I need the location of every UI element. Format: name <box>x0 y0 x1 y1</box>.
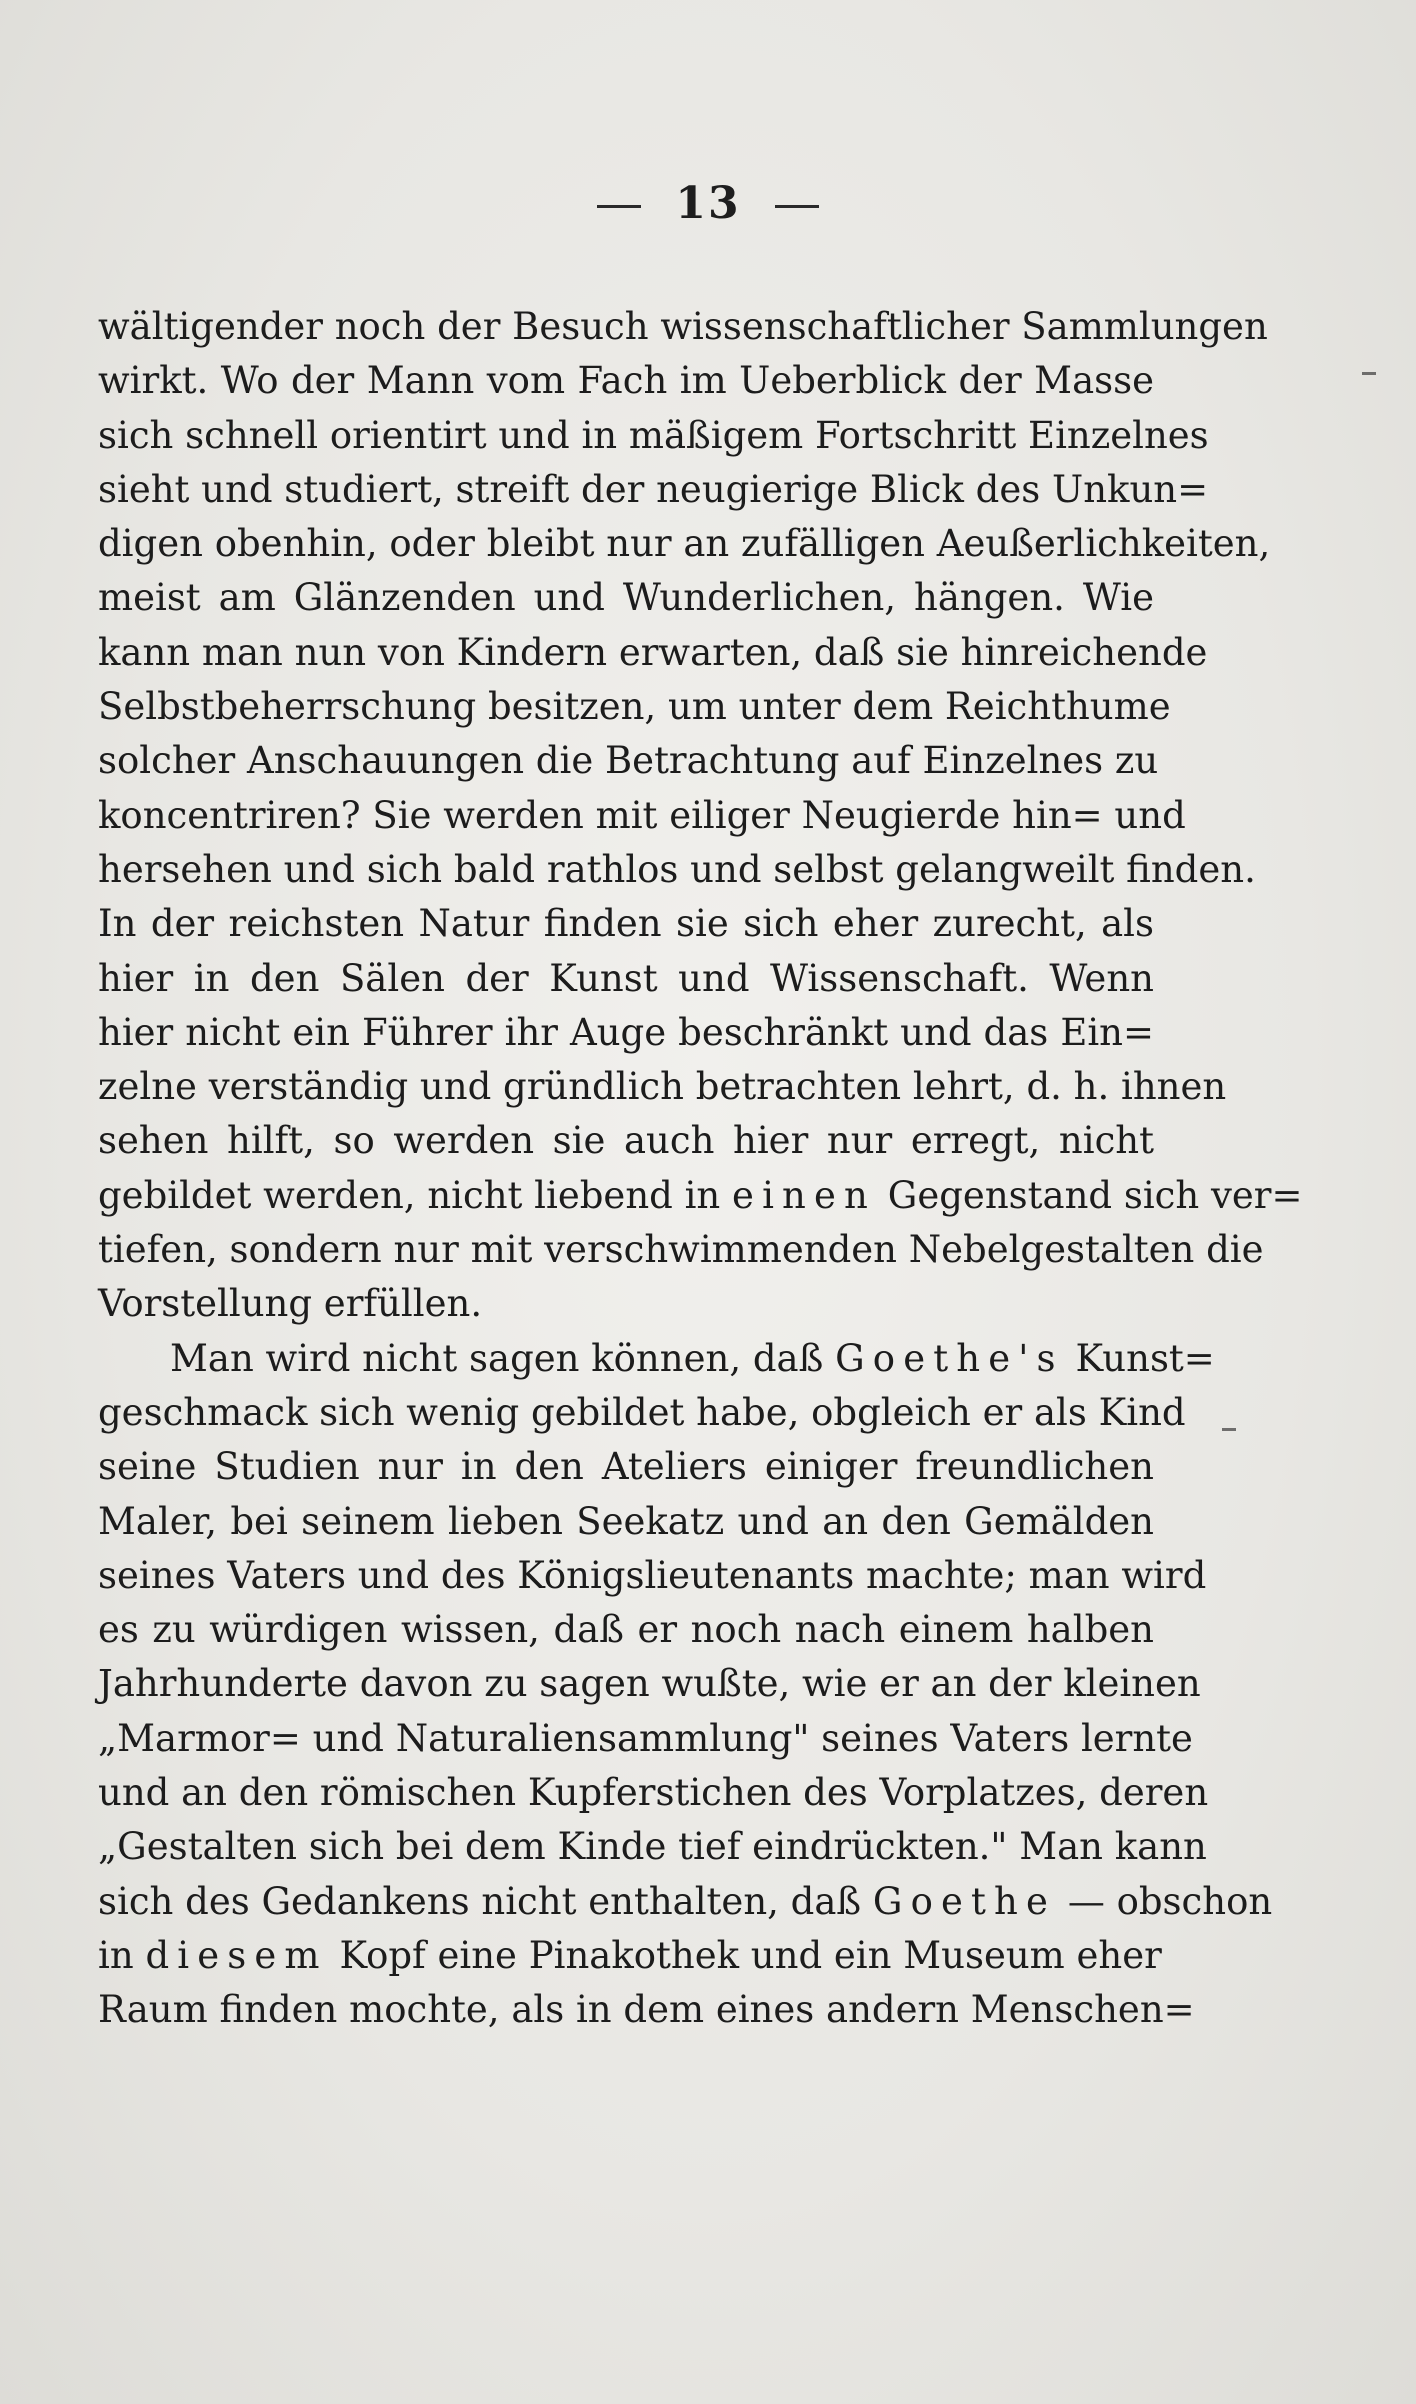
text-line: sich schnell orientirt und in mäßigem Fortschritt Einzelnes <box>98 413 1209 457</box>
text-line <box>98 1875 1273 1929</box>
text-line: kann man nun von Kindern erwarten, daß sie hinreichende <box>98 630 1208 674</box>
body-text <box>98 300 1303 2038</box>
text-line: wirkt. Wo der Mann vom Fach im Ueberblick der Masse <box>98 359 1154 403</box>
text-line: digen obenhin, oder bleibt nur an zufälligen Aeußerlichkeiten, <box>98 522 1271 566</box>
text-line: sehen hilft, so werden sie auch hier nur erregt, nicht <box>98 1119 1154 1163</box>
text-line: „Marmor= und Naturaliensammlung" seines Vaters lernte <box>98 1716 1193 1760</box>
text-line: sieht und studiert, streift der neugierige Blick des Unkun= <box>98 467 1209 511</box>
emphasized-word: Goethe's <box>835 1336 1064 1380</box>
page-header <box>0 178 1416 229</box>
header-dash-left <box>597 205 641 208</box>
text-segment: gebildet werden, nicht liebend in <box>98 1173 721 1217</box>
text-line <box>98 1929 1162 1983</box>
text-line: „Gestalten sich bei dem Kinde tief eindrückten." Man kann <box>98 1825 1207 1869</box>
text-line <box>98 1169 1303 1223</box>
text-segment: — obschon <box>1067 1879 1273 1923</box>
header-dash-right <box>775 205 819 208</box>
text-line: tiefen, sondern nur mit verschwimmenden Nebelgestalten die <box>98 1228 1264 1272</box>
text-segment: Gegenstand sich ver= <box>887 1173 1303 1217</box>
text-line: Maler, bei seinem lieben Seekatz und an den Gemälden <box>98 1499 1154 1543</box>
text-segment: Kunst= <box>1075 1336 1215 1380</box>
text-line: solcher Anschauungen die Betrachtung auf Einzelnes zu <box>98 739 1159 783</box>
text-line: geschmack sich wenig gebildet habe, obgleich er als Kind <box>98 1390 1186 1434</box>
text-line: es zu würdigen wissen, daß er noch nach einem halben <box>98 1608 1154 1652</box>
emphasized-word: diesem <box>145 1933 328 1977</box>
text-line: Vorstellung erfüllen. <box>98 1282 483 1326</box>
text-segment: sich des Gedankens nicht enthalten, daß <box>98 1879 862 1923</box>
text-line: seines Vaters und des Königslieutenants machte; man wird <box>98 1553 1207 1597</box>
text-line: Raum finden mochte, als in dem eines andern Menschen= <box>98 1988 1195 2032</box>
text-segment: in <box>98 1933 134 1977</box>
text-line: zelne verständig und gründlich betrachten lehrt, d. h. ihnen <box>98 1065 1227 1109</box>
text-line: meist am Glänzenden und Wunderlichen, hängen. Wie <box>98 576 1154 620</box>
text-line: Selbstbeherrschung besitzen, um unter dem Reichthume <box>98 685 1171 729</box>
text-line: Jahrhunderte davon zu sagen wußte, wie er an der kleinen <box>98 1662 1201 1706</box>
emphasized-word: Goethe <box>872 1879 1057 1923</box>
text-segment: Kopf eine Pinakothek und ein Museum eher <box>339 1933 1162 1977</box>
page-number: 13 <box>675 178 741 229</box>
emphasized-word: einen <box>732 1173 877 1217</box>
text-line: wältigender noch der Besuch wissenschaftlicher Sammlungen <box>98 305 1268 348</box>
text-line: hier in den Sälen der Kunst und Wissenschaft. Wenn <box>98 956 1154 1000</box>
text-line: In der reichsten Natur finden sie sich eher zurecht, als <box>98 902 1154 946</box>
text-line: seine Studien nur in den Ateliers einiger freundlichen <box>98 1445 1154 1489</box>
text-line: hier nicht ein Führer ihr Auge beschränkt und das Ein= <box>98 1010 1154 1054</box>
text-line: und an den römischen Kupferstichen des Vorplatzes, deren <box>98 1771 1209 1815</box>
text-segment: Man wird nicht sagen können, daß <box>170 1336 824 1380</box>
margin-speck <box>1362 372 1376 375</box>
text-line: koncentriren? Sie werden mit eiliger Neugierde hin= und <box>98 793 1186 837</box>
margin-speck <box>1222 1428 1236 1431</box>
text-line: hersehen und sich bald rathlos und selbst gelangweilt finden. <box>98 847 1256 891</box>
text-line <box>98 1332 1215 1386</box>
